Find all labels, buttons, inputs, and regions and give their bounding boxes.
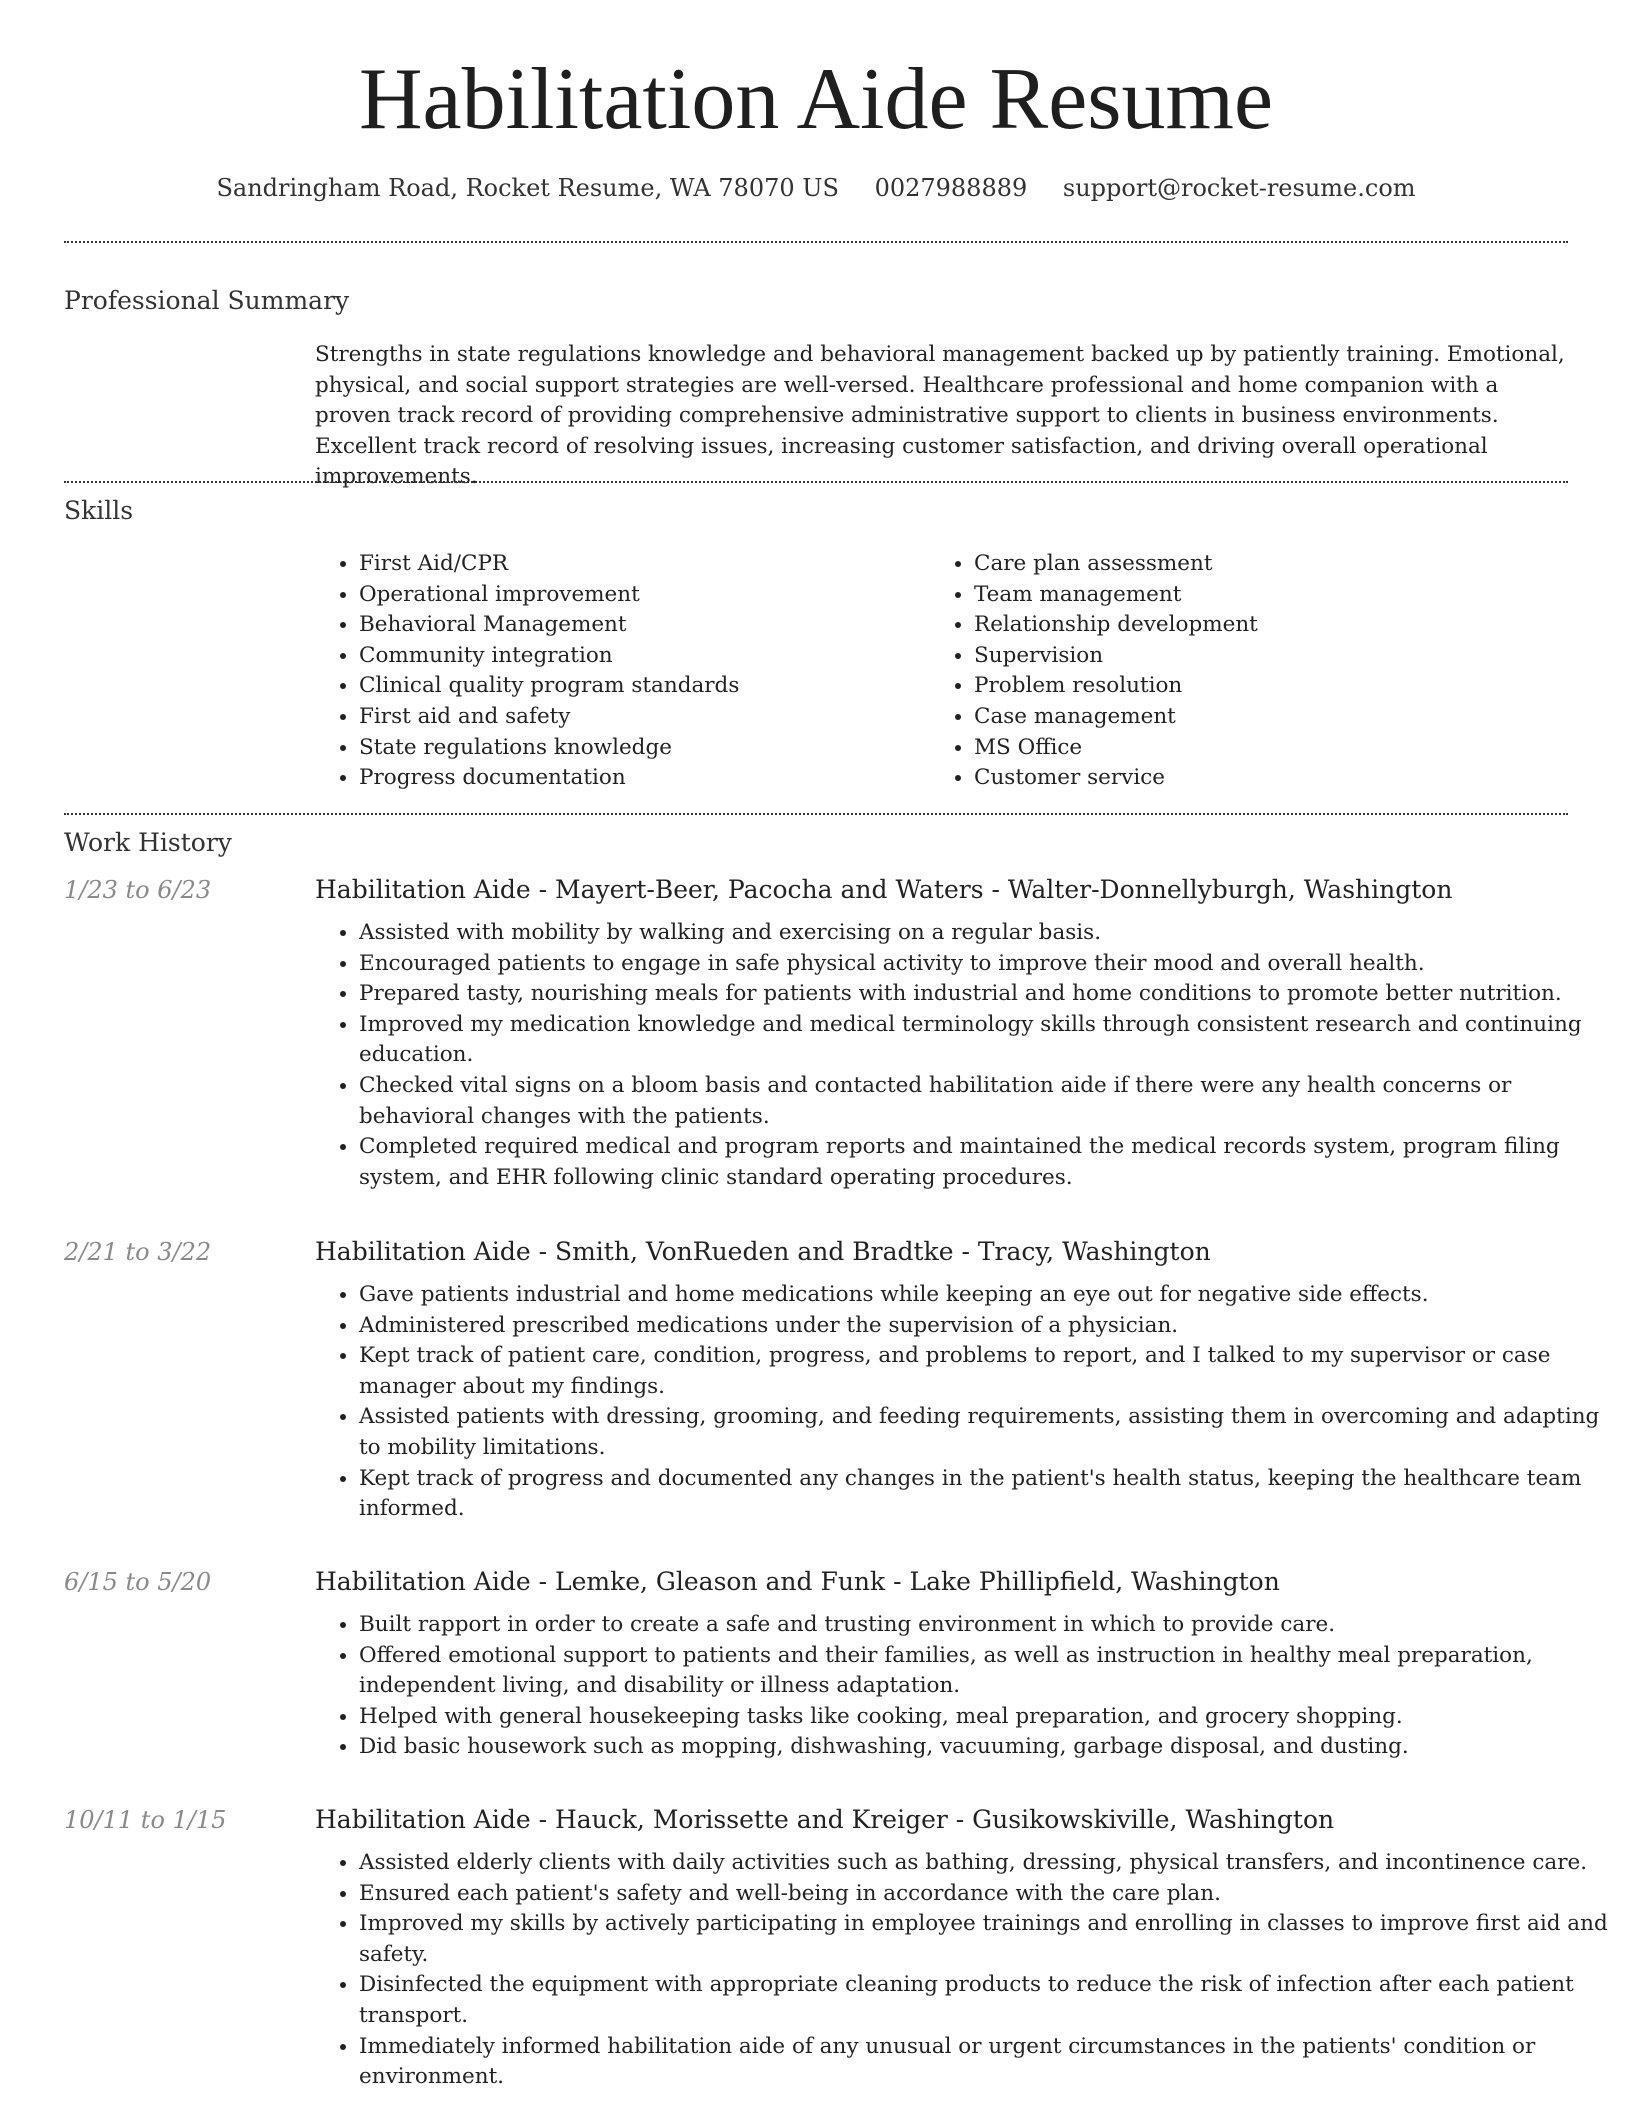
skill-item: • Progress documentation (359, 763, 919, 794)
job-bullets (315, 1280, 1615, 1525)
job-bullet: • Checked vital signs on a bloom basis and contacted habilitation aide if there were any health concerns or behavioral changes with the patients. (359, 1071, 1615, 1132)
summary-heading: Professional Summary (64, 286, 350, 315)
job-date: 10/11 to 1/15 (64, 1806, 227, 1834)
skill-item: • State regulations knowledge (359, 733, 919, 764)
skill-item: • Problem resolution (974, 671, 1534, 702)
resume-title: Habilitation Aide Resume (358, 51, 1274, 148)
job-bullet: • Improved my skills by actively participating in employee trainings and enrolling in classes to improve first aid and safety. (359, 1909, 1615, 1970)
contact-line (0, 168, 1632, 208)
job-bullet: • Disinfected the equipment with appropriate cleaning products to reduce the risk of infection after each patient transport. (359, 1970, 1615, 2031)
job-bullet: • Ensured each patient's safety and well-being in accordance with the care plan. (359, 1879, 1615, 1910)
skill-item: • Team management (974, 580, 1534, 611)
work-history-heading: Work History (64, 828, 232, 857)
divider (64, 241, 1568, 243)
job-title: Habilitation Aide - Mayert-Beer, Pacocha and Waters - Walter-Donnellyburgh, Washington (315, 875, 1453, 904)
job-bullet: • Assisted patients with dressing, grooming, and feeding requirements, assisting them in overcoming and adapting to mobility limitations. (359, 1402, 1615, 1463)
skill-item: • First Aid/CPR (359, 549, 919, 580)
skills-list-right (930, 549, 1534, 794)
job-bullet: • Helped with general housekeeping tasks like cooking, meal preparation, and grocery shopping. (359, 1702, 1615, 1733)
job-bullet: • Offered emotional support to patients and their families, as well as instruction in healthy meal preparation, independent living, and disability or illness adaptation. (359, 1641, 1615, 1702)
skill-item: • Operational improvement (359, 580, 919, 611)
job-bullets (315, 1848, 1615, 2093)
job-date: 2/21 to 3/22 (64, 1238, 212, 1266)
job-bullet: • Administered prescribed medications under the supervision of a physician. (359, 1311, 1615, 1342)
divider (64, 813, 1568, 815)
job-bullet: • Improved my medication knowledge and medical terminology skills through consistent research and continuing education. (359, 1010, 1615, 1071)
skill-item: • Care plan assessment (974, 549, 1534, 580)
contact-address: Sandringham Road, Rocket Resume, WA 78070 US (216, 174, 839, 202)
skill-item: • Relationship development (974, 610, 1534, 641)
job-date: 1/23 to 6/23 (64, 876, 212, 904)
divider (64, 481, 1568, 483)
job-bullet: • Kept track of patient care, condition, progress, and problems to report, and I talked to my supervisor or case manager about my findings. (359, 1341, 1615, 1402)
skill-item: • First aid and safety (359, 702, 919, 733)
contact-email: support@rocket-resume.com (1062, 174, 1416, 202)
job-bullet: • Gave patients industrial and home medications while keeping an eye out for negative side effects. (359, 1280, 1615, 1311)
skill-item: • Case management (974, 702, 1534, 733)
job-bullet: • Completed required medical and program reports and maintained the medical records system, program filing system, and EHR following clinic standard operating procedures. (359, 1132, 1615, 1193)
job-title: Habilitation Aide - Hauck, Morissette and Kreiger - Gusikowskiville, Washington (315, 1805, 1335, 1834)
skill-item: • Community integration (359, 641, 919, 672)
job-date: 6/15 to 5/20 (64, 1568, 212, 1596)
job-bullet: • Assisted with mobility by walking and exercising on a regular basis. (359, 918, 1615, 949)
skill-item: • Supervision (974, 641, 1534, 672)
summary-text: Strengths in state regulations knowledge and behavioral management backed up by patiently training. Emotional, physical, and social support strategies are well-versed. Healthcare professional and home companion with a proven track record of providing comprehensive administrative support to clients in business environments. Excellent track record of resolving issues, increasing customer satisfaction, and driving overall operational improvements. (315, 342, 1565, 490)
job-bullet: • Built rapport in order to create a safe and trusting environment in which to provide care. (359, 1610, 1615, 1641)
skill-item: • Customer service (974, 763, 1534, 794)
job-bullet: • Encouraged patients to engage in safe physical activity to improve their mood and overall health. (359, 949, 1615, 980)
job-bullet: • Did basic housework such as mopping, dishwashing, vacuuming, garbage disposal, and dusting. (359, 1732, 1615, 1763)
job-bullets (315, 918, 1615, 1193)
skills-list-left (315, 549, 919, 794)
skills-heading: Skills (64, 496, 134, 525)
contact-phone: 0027988889 (874, 174, 1028, 202)
job-bullet: • Immediately informed habilitation aide of any unusual or urgent circumstances in the patients' condition or environment. (359, 2032, 1615, 2093)
job-bullet: • Kept track of progress and documented any changes in the patient's health status, keeping the healthcare team informed. (359, 1464, 1615, 1525)
job-bullet: • Assisted elderly clients with daily activities such as bathing, dressing, physical transfers, and incontinence care. (359, 1848, 1615, 1879)
skill-item: • Behavioral Management (359, 610, 919, 641)
job-title: Habilitation Aide - Lemke, Gleason and Funk - Lake Phillipfield, Washington (315, 1567, 1280, 1596)
job-title: Habilitation Aide - Smith, VonRueden and Bradtke - Tracy, Washington (315, 1237, 1211, 1266)
skill-item: • MS Office (974, 733, 1534, 764)
skill-item: • Clinical quality program standards (359, 671, 919, 702)
job-bullets (315, 1610, 1615, 1763)
job-bullet: • Prepared tasty, nourishing meals for patients with industrial and home conditions to promote better nutrition. (359, 979, 1615, 1010)
